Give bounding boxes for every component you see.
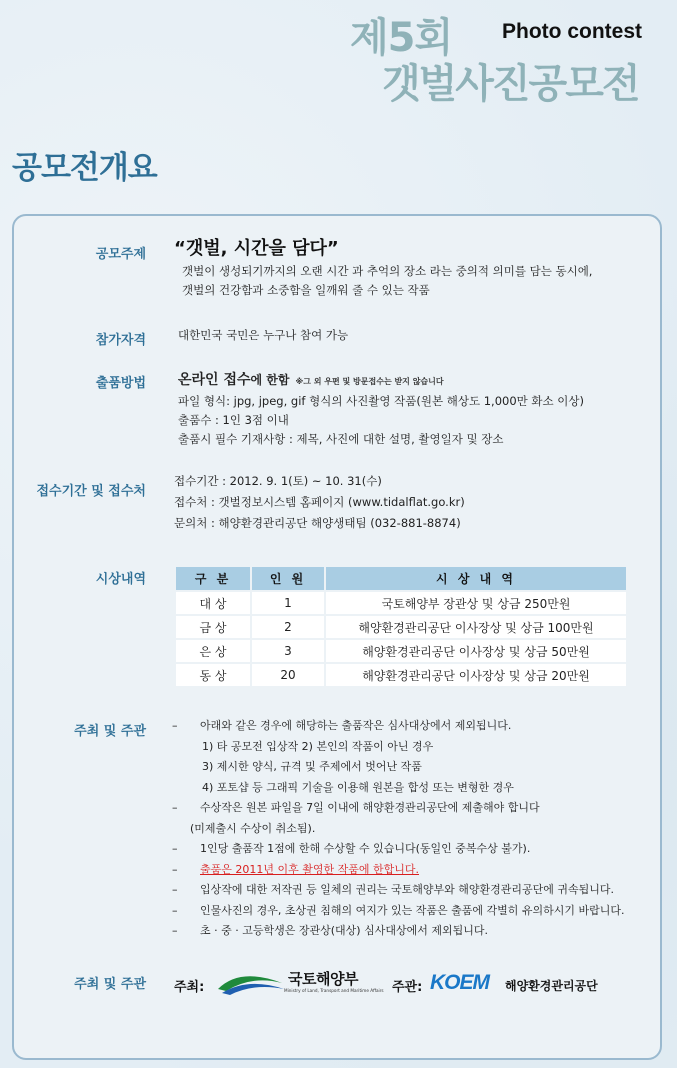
note-item: – 인물사진의 경우, 초상권 침해의 여지가 있는 작품은 출품에 각별히 유의하시기 바랍니다.: [172, 903, 625, 917]
period-line: 접수기간 : 2012. 9. 1(토) ~ 10. 31(수): [174, 474, 382, 488]
host-label: 주최:: [174, 980, 205, 995]
note-subitem: (미제출시 수상이 취소됨).: [190, 821, 316, 835]
awards-header-cell: 시 상 내 역: [325, 566, 627, 591]
contest-subtitle: Photo contest: [502, 20, 642, 43]
award-rank: 금 상: [175, 615, 251, 639]
method-line: 출품시 필수 기재사항 : 제목, 사진에 대한 설명, 촬영일자 및 장소: [178, 432, 504, 446]
section-title: 공모전개요: [12, 150, 157, 186]
table-row: [175, 639, 627, 663]
method-note: ※그 외 우편 및 방문접수는 받지 않습니다: [295, 377, 444, 386]
award-prize: 해양환경관리공단 이사장상 및 상금 100만원: [325, 615, 627, 639]
awards-header-cell: 인 원: [251, 566, 325, 591]
theme-line: 갯벌의 건강함과 소중함을 일깨워 줄 수 있는 작품: [182, 283, 430, 297]
method-headline-suffix: 에 한함: [250, 373, 290, 387]
theme-content: [174, 236, 592, 300]
method-line: 출품수 : 1인 3점 이내: [178, 413, 289, 427]
organizer-label: 주관:: [392, 980, 423, 995]
note-item: – 초 · 중 · 고등학생은 장관상(대상) 심사대상에서 제외됩니다.: [172, 924, 488, 937]
award-prize: 국토해양부 장관상 및 상금 250만원: [325, 591, 627, 615]
hosts-label: 주최 및 주관: [74, 977, 146, 992]
theme-line: 갯벌이 생성되기까지의 오랜 시간 과 추억의 장소 라는 중의적 의미를 담는 동시에,: [182, 264, 593, 278]
method-headline: 온라인 접수: [178, 372, 251, 388]
award-rank: 동 상: [175, 663, 251, 687]
host-name-en: Ministry of Land, Transport and Maritime Affairs: [284, 988, 384, 993]
koem-logo: KOEM: [430, 971, 489, 994]
table-row: [175, 591, 627, 615]
notes-label: 주최 및 주관: [74, 724, 146, 739]
method-label: 출품방법: [95, 376, 146, 391]
period-line: 접수처 : 갯벌정보시스템 홈페이지 (www.tidalflat.go.kr): [174, 495, 465, 509]
contest-title: 갯벌사진공모전: [382, 61, 639, 107]
award-prize: 해양환경관리공단 이사장상 및 상금 50만원: [325, 639, 627, 663]
award-rank: 은 상: [175, 639, 251, 663]
notes-list: [172, 716, 625, 942]
logo-wave-green: [218, 976, 282, 991]
note-item-highlight: – 출품은 2011년 이후 촬영한 작품에 한합니다.: [172, 862, 419, 876]
award-count: 1: [251, 591, 325, 615]
note-item: – 1인당 출품작 1점에 한해 수상할 수 있습니다(동일인 중복수상 불가).: [172, 842, 531, 855]
note-subitem: 3) 제시한 양식, 규격 및 주제에서 벗어난 작품: [202, 760, 422, 773]
note-item: – 수상작은 원본 파일을 7일 이내에 해양환경관리공단에 제출해야 합니다: [172, 801, 540, 814]
award-count: 2: [251, 615, 325, 639]
organizer-name: 해양환경관리공단: [505, 979, 598, 993]
method-line: 파일 형식: jpg, jpeg, gif 형식의 사진촬영 작품(원본 해상도 1,000만 화소 이상): [178, 394, 585, 408]
theme-quote: “갯벌, 시간을 담다”: [174, 238, 339, 259]
award-rank: 대 상: [175, 591, 251, 615]
note-item: – 아래와 같은 경우에 해당하는 출품작은 심사대상에서 제외됩니다.: [172, 719, 512, 732]
awards-header-row: [175, 566, 627, 591]
eligibility-label: 참가자격: [95, 333, 146, 348]
award-prize: 해양환경관리공단 이사장상 및 상금 20만원: [325, 663, 627, 687]
table-row: [175, 615, 627, 639]
contest-edition: 제5회: [350, 15, 453, 61]
period-line: 문의처 : 해양환경관리공단 해양생태팀 (032-881-8874): [174, 516, 461, 530]
eligibility-text: 대한민국 국민은 누구나 참여 가능: [178, 328, 349, 342]
note-item: – 입상작에 대한 저작권 등 일체의 권리는 국토해양부와 해양환경관리공단에 귀속됩니다.: [172, 883, 615, 896]
period-content: [174, 471, 465, 534]
award-count: 3: [251, 639, 325, 663]
host-name: 국토해양부: [288, 970, 358, 988]
method-content: [178, 368, 584, 449]
awards-label: 시상내역: [95, 572, 146, 587]
theme-label: 공모주제: [95, 247, 146, 262]
awards-table: [174, 565, 628, 688]
award-count: 20: [251, 663, 325, 687]
ministry-logo-icon: [214, 967, 286, 997]
period-label: 접수기간 및 접수처: [36, 484, 146, 499]
note-subitem: 4) 포토샵 등 그래픽 기술을 이용해 원본을 합성 또는 변형한 경우: [202, 780, 514, 794]
table-row: [175, 663, 627, 687]
note-subitem: 1) 타 공모전 입상작 2) 본인의 작품이 아닌 경우: [202, 739, 434, 753]
awards-header-cell: 구 분: [175, 566, 251, 591]
